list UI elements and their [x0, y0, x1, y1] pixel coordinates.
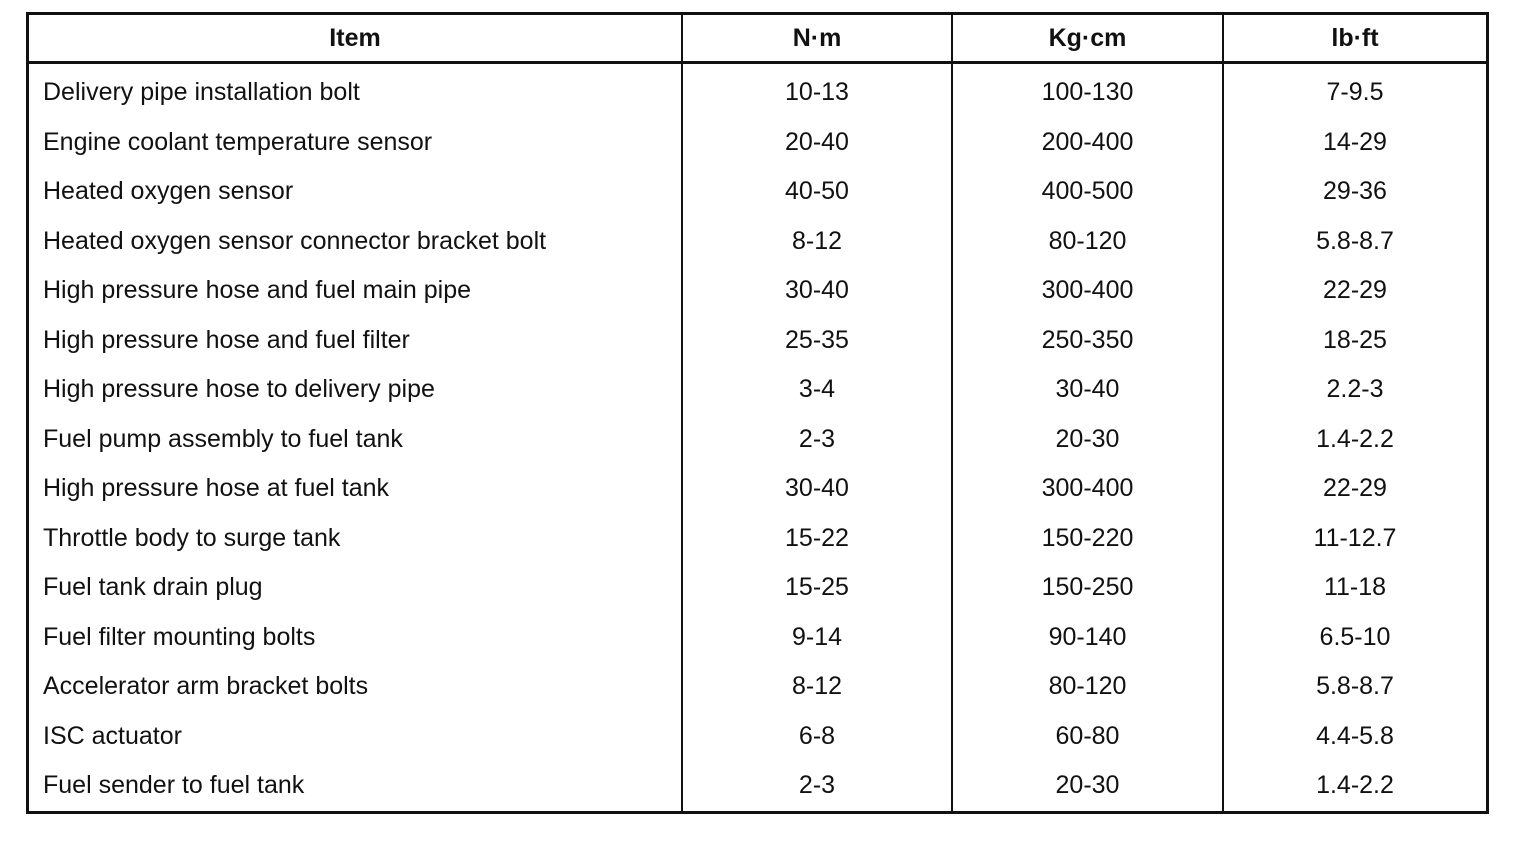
kgcm-cell: 60-80 [951, 712, 1222, 762]
kgcm-cell: 90-140 [951, 613, 1222, 663]
lbft-cell: 6.5-10 [1222, 613, 1486, 663]
nm-cell: 30-40 [681, 464, 951, 514]
kgcm-cell: 300-400 [951, 266, 1222, 316]
item-cell: ISC actuator [43, 721, 182, 750]
nm-cell: 25-35 [681, 316, 951, 366]
table-row [29, 266, 1486, 316]
kgcm-cell: 80-120 [951, 662, 1222, 712]
column-header-nm: N·m [681, 15, 951, 64]
lbft-cell: 11-12.7 [1222, 514, 1486, 564]
item-cell: Fuel tank drain plug [43, 573, 263, 602]
nm-cell: 15-25 [681, 563, 951, 613]
kgcm-cell: 100-130 [951, 64, 1222, 118]
kgcm-cell: 400-500 [951, 167, 1222, 217]
nm-cell: 6-8 [681, 712, 951, 762]
lbft-cell: 29-36 [1222, 167, 1486, 217]
kgcm-cell: 30-40 [951, 365, 1222, 415]
table-row [29, 563, 1486, 613]
table-row [29, 464, 1486, 514]
kgcm-cell: 200-400 [951, 118, 1222, 168]
lbft-cell: 1.4-2.2 [1222, 761, 1486, 811]
table-row [29, 761, 1486, 811]
table-row [29, 712, 1486, 762]
kgcm-cell: 300-400 [951, 464, 1222, 514]
kgcm-cell: 80-120 [951, 217, 1222, 267]
item-cell: Engine coolant temperature sensor [43, 127, 433, 156]
item-cell: Heated oxygen sensor connector bracket bolt [43, 226, 547, 255]
table-row [29, 365, 1486, 415]
item-cell: Heated oxygen sensor [43, 177, 294, 206]
column-header-kgcm: Kg·cm [951, 15, 1222, 64]
lbft-cell: 11-18 [1222, 563, 1486, 613]
nm-cell: 2-3 [681, 761, 951, 811]
column-header-item: Item [29, 15, 681, 64]
lbft-cell: 22-29 [1222, 464, 1486, 514]
table-row [29, 316, 1486, 366]
table-row [29, 217, 1486, 267]
item-cell: High pressure hose to delivery pipe [43, 375, 435, 404]
nm-cell: 15-22 [681, 514, 951, 564]
item-cell: Fuel filter mounting bolts [43, 622, 316, 651]
lbft-cell: 14-29 [1222, 118, 1486, 168]
item-cell: High pressure hose and fuel filter [43, 325, 410, 354]
nm-cell: 8-12 [681, 662, 951, 712]
table-row [29, 415, 1486, 465]
nm-cell: 8-12 [681, 217, 951, 267]
table-row [29, 167, 1486, 217]
item-cell: Throttle body to surge tank [43, 523, 341, 552]
lbft-cell: 5.8-8.7 [1222, 662, 1486, 712]
column-header-lbft: lb·ft [1222, 15, 1486, 64]
kgcm-cell: 250-350 [951, 316, 1222, 366]
nm-cell: 20-40 [681, 118, 951, 168]
kgcm-cell: 150-250 [951, 563, 1222, 613]
lbft-cell: 1.4-2.2 [1222, 415, 1486, 465]
item-cell: High pressure hose at fuel tank [43, 474, 390, 503]
table-row [29, 118, 1486, 168]
lbft-cell: 2.2-3 [1222, 365, 1486, 415]
table-row [29, 662, 1486, 712]
header-row [29, 15, 1486, 64]
lbft-cell: 22-29 [1222, 266, 1486, 316]
table-header [29, 15, 1486, 64]
kgcm-cell: 20-30 [951, 415, 1222, 465]
lbft-cell: 18-25 [1222, 316, 1486, 366]
kgcm-cell: 20-30 [951, 761, 1222, 811]
kgcm-cell: 150-220 [951, 514, 1222, 564]
table-body [29, 64, 1486, 811]
item-cell: Fuel pump assembly to fuel tank [43, 424, 403, 453]
table-row [29, 613, 1486, 663]
item-cell: High pressure hose and fuel main pipe [43, 276, 472, 305]
table-row [29, 64, 1486, 118]
item-cell: Accelerator arm bracket bolts [43, 672, 369, 701]
item-cell: Fuel sender to fuel tank [43, 771, 305, 800]
lbft-cell: 7-9.5 [1222, 64, 1486, 118]
table-row [29, 514, 1486, 564]
lbft-cell: 4.4-5.8 [1222, 712, 1486, 762]
item-cell: Delivery pipe installation bolt [43, 78, 360, 107]
nm-cell: 10-13 [681, 64, 951, 118]
nm-cell: 30-40 [681, 266, 951, 316]
nm-cell: 2-3 [681, 415, 951, 465]
torque-spec-table [26, 12, 1489, 814]
lbft-cell: 5.8-8.7 [1222, 217, 1486, 267]
nm-cell: 3-4 [681, 365, 951, 415]
nm-cell: 9-14 [681, 613, 951, 663]
nm-cell: 40-50 [681, 167, 951, 217]
